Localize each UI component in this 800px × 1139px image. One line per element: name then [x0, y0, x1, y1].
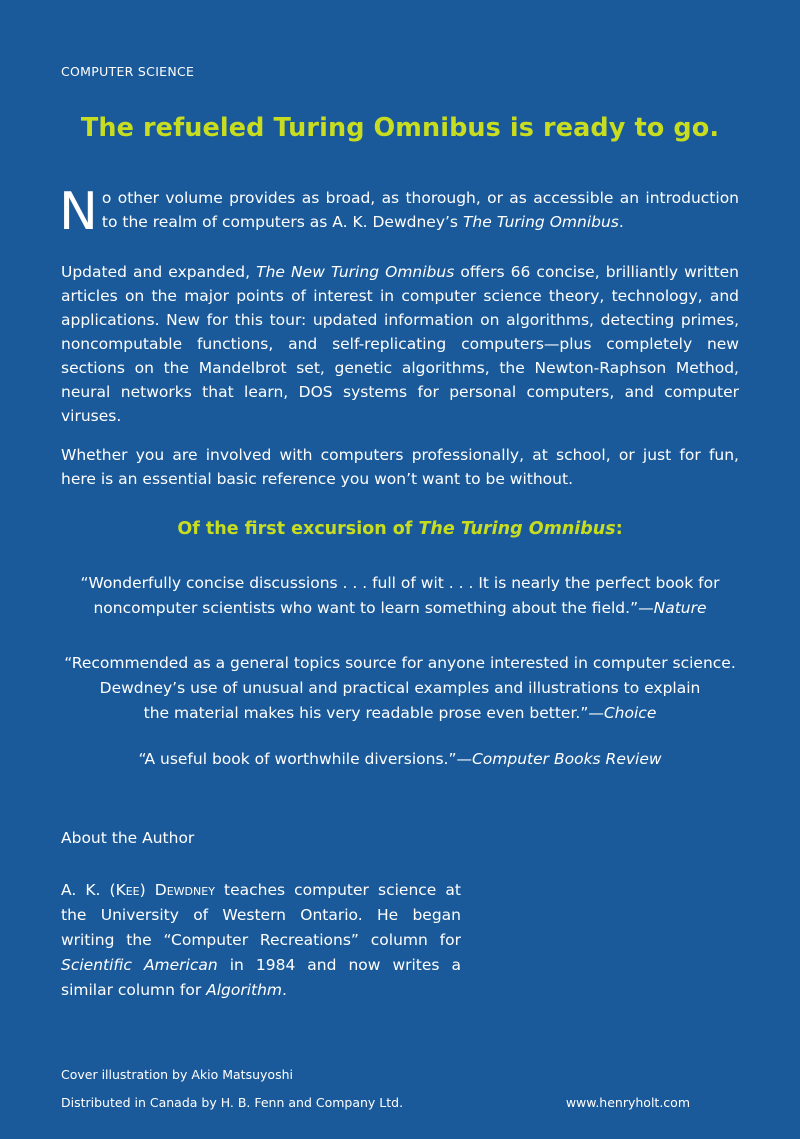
magazine-title: Scientific American [61, 956, 218, 974]
quote-line: noncomputer scientists who want to learn something about the field.”—Nature [93, 599, 707, 617]
reviews-subhead [0, 519, 800, 539]
subhead-book-title: The Turing Omnibus [418, 519, 616, 539]
subhead-text: Of the first excursion of [177, 519, 419, 539]
review-quote-choice [40, 651, 760, 726]
description-text: offers 66 concise, brilliantly written articles on the major points of interest in computer science theory, technology, and applications. New for this tour: updated information on algorithms, detecting primes, noncomputable functions, and self-replicating computers—plus completely new sections on the Mandelbrot set, genetic algorithms, the Newton-Raphson Method, neural networks that learn, DOS systems for personal computers, and computer viruses. [61, 263, 739, 425]
description-paragraph [61, 260, 739, 428]
quote-line: “Wonderfully concise discussions . . . full of wit . . . It is nearly the perfect book for [80, 574, 720, 592]
intro-text-end: . [618, 213, 624, 231]
subhead-colon: : [615, 519, 623, 539]
description-text-start: Updated and expanded, [61, 263, 257, 281]
quote-line: Dewdney’s use of unusual and practical examples and illustrations to explain [99, 679, 701, 697]
quote-line: “Recommended as a general topics source for anyone interested in computer science. [64, 654, 736, 672]
intro-book-title: The Turing Omnibus [462, 213, 619, 231]
intro-text: o other volume provides as broad, as thorough, or as accessible an introduction to the realm of computers as A. K. Dewdney’s [101, 189, 739, 231]
category-label: COMPUTER SCIENCE [61, 64, 195, 79]
magazine-title: Algorithm [206, 981, 283, 999]
headline: The refueled Turing Omnibus is ready to go. [80, 113, 720, 143]
quote-line: “A useful book of worthwhile diversions.”—Computer Books Review [138, 750, 662, 768]
about-author-heading: About the Author [61, 829, 195, 847]
illustration-credit: Cover illustration by Akio Matsuyoshi [61, 1067, 293, 1082]
review-quote-computer-books-review [40, 747, 760, 772]
quote-source: Computer Books Review [471, 750, 662, 768]
author-bio: A. K. (Kee) Dewdney teaches computer science at the University of Western Ontario. He began writing the “Computer Recreations” column for Scientific American in 1984 and now writes a similar column for Algorithm. [61, 881, 462, 999]
quote-source: Nature [653, 599, 707, 617]
drop-cap: N [59, 182, 98, 242]
audience-paragraph: Whether you are involved with computers professionally, at school, or just for fun, here is an essential basic reference you won’t want to be without. [61, 446, 739, 488]
distribution-credit: Distributed in Canada by H. B. Fenn and Company Ltd. [61, 1095, 404, 1110]
review-quote-nature [40, 571, 760, 621]
intro-paragraph [59, 182, 739, 242]
quote-line: the material makes his very readable prose even better.”—Choice [143, 704, 657, 722]
quote-source: Choice [603, 704, 657, 722]
publisher-url[interactable]: www.henryholt.com [565, 1095, 690, 1110]
description-book-title: The New Turing Omnibus [256, 263, 455, 281]
